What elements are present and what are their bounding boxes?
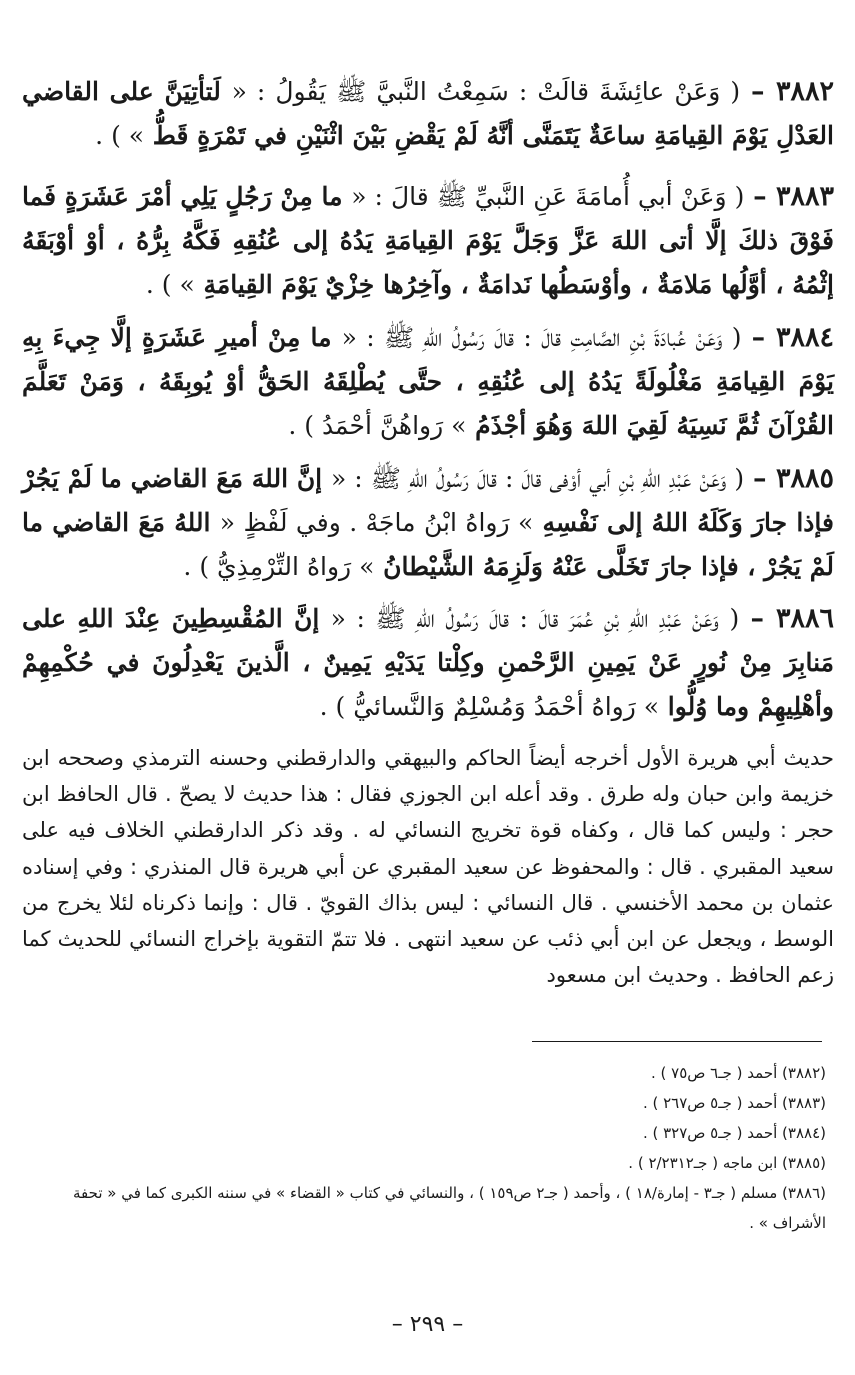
hadith-number: ٣٨٨٢ – — [750, 76, 834, 107]
footnote-3886: (٣٨٨٦) مسلم ( جـ٣ - إمارة/١٨ ) ، وأحمد ( جـ٢ ص١٥٩ ) ، والنسائي في كتاب « القضاء » في سننه الكبرى كما في « تحفة الأشراف » . — [73, 1184, 826, 1232]
hadith-text: إنَّ اللهَ مَعَ القاضي ما لَمْ يَجُرْ فإذا جارَ وَكَلَهُ اللهُ إلى نَفْسِهِ — [22, 464, 834, 537]
hadith-narration: ( وَعَنْ عائِشَةَ قالَتْ : سَمِعْتُ النَّبيَّ ﷺ يَقُولُ : « — [231, 77, 741, 106]
footnote-divider — [532, 1041, 822, 1042]
footnote-3883: (٣٨٨٣) أحمد ( جـ٥ ص٢٦٧ ) . — [642, 1094, 826, 1112]
hadith-text-alt: اللهُ مَعَ القاضي ما لَمْ يَجُرْ ، فإذا جارَ تَخَلَّى عَنْهُ وَلَزِمَهُ الشَّيْطانُ — [22, 508, 834, 581]
hadith-ending: » رَواهُ ابْنُ ماجَهْ . وفي لَفْظٍ « — [219, 508, 534, 537]
footnote-3884: (٣٨٨٤) أحمد ( جـ٥ ص٣٢٧ ) . — [642, 1124, 826, 1142]
hadith-3886 — [22, 597, 834, 729]
hadith-ending: » رَواهُنَّ أحْمَدُ ) . — [288, 411, 467, 440]
hadith-ending-alt: » رَواهُ التِّرْمِذِيُّ ) . — [183, 552, 375, 581]
hadith-number: ٣٨٨٦ – — [750, 603, 834, 634]
footnote-3885: (٣٨٨٥) ابن ماجه ( جـ٢/٢٣١٢ ) . — [628, 1154, 826, 1172]
commentary-paragraph: حديث أبي هريرة الأول أخرجه أيضاً الحاكم والبيهقي والدارقطني وحسنه الترمذي وصححه ابن خزيمة وابن حبان وله طرق . وقد أعله ابن الجوزي فقال : هذا حديث لا يصحّ . قال الحافظ ابن حجر : وليس كما قال ، وكفاه قوة تخريج النسائي له . وقد ذكر الدارقطني الخلاف فيه على سعيد المقبري . قال : والمحفوظ عن سعيد المقبري عن أبي هريرة قال المنذري : وفي إسناده عثمان بن محمد الأخنسي . قال النسائي : ليس بذاك القويّ . قال : وإنما ذكرناه لئلا يخرج من الوسط ، ويجعل عن ابن أبي ذئب عن سعيد انتهى . فلا تتمّ التقوية بإخراج النسائي للحديث كما زعم الحافظ . وحديث ابن مسعود — [22, 746, 834, 988]
hadith-text: لَتأتِيَنَّ على القاضي العَدْلِ يَوْمَ القِيامَةِ ساعَةٌ يَتَمَنَّى أنَّهُ لَمْ يَقْضِ بَيْنَ اثْنَيْنِ في تَمْرَةٍ قَطُّ — [22, 77, 834, 150]
hadith-3882 — [22, 70, 834, 158]
page-number: – ٢٩٩ – — [391, 1312, 464, 1337]
hadith-narration: ( وَعَنْ أبي أُمامَةَ عَنِ النَّبيِّ ﷺ قالَ : « — [351, 182, 745, 211]
hadith-3885 — [22, 457, 834, 589]
hadith-3883 — [22, 175, 834, 307]
hadith-narration: ( وَعَنْ عَبْدِ اللهِ بْنِ عُمَرَ قالَ : قالَ رَسُولُ اللهِ ﷺ : « — [330, 604, 740, 633]
hadith-number: ٣٨٨٥ – — [752, 463, 834, 494]
hadith-3884 — [22, 316, 834, 448]
hadith-ending: » ) . — [145, 270, 195, 299]
hadith-text: ما مِنْ رَجُلٍ يَلِي أمْرَ عَشَرَةٍ فَما فَوْقَ ذلكَ إلَّا أتى اللهَ عَزَّ وَجَلَّ يَوْمَ القِيامَةِ يَدُهُ إلى عُنُقِهِ فَكَّهُ بِرُّهُ ، أوْ أوْبَقَهُ إثْمُهُ ، أوَّلُها مَلامَةٌ ، وأوْسَطُها نَدامَةٌ ، وآخِرُها خِزْيٌ يَوْمَ القِيامَةِ — [22, 182, 834, 299]
hadith-narration: ( وَعَنْ عَبْدِ اللهِ بْنِ أبي أوْفى قالَ : قالَ رَسُولُ اللهِ ﷺ : « — [330, 464, 745, 493]
hadith-number: ٣٨٨٣ – — [753, 181, 834, 212]
hadith-ending: » ) . — [95, 121, 145, 150]
footnote-3882: (٣٨٨٢) أحمد ( جـ٦ ص٧٥ ) . — [650, 1064, 826, 1082]
hadith-text: ما مِنْ أميرِ عَشَرَةٍ إلَّا جِيءَ بِهِ يَوْمَ القِيامَةِ مَغْلُولَةً يَدُهُ إلى عُنُقِهِ ، حتَّى يُطْلِقَهُ الحَقُّ أوْ يُوبِقَهُ ، وَمَنْ تَعَلَّمَ القُرْآنَ ثُمَّ نَسِيَهُ لَقِيَ اللهَ وَهُوَ أجْذَمُ — [22, 323, 834, 440]
hadith-ending: » رَواهُ أحْمَدُ وَمُسْلِمٌ وَالنَّسائيُّ ) . — [319, 692, 660, 721]
hadith-text: إنَّ المُقْسِطِينَ عِنْدَ اللهِ على مَنابِرَ مِنْ نُورٍ عَنْ يَمِينِ الرَّحْمنِ وكِلْتا يَدَيْهِ يَمِينٌ ، الَّذينَ يَعْدِلُونَ في حُكْمِهِمْ وأهْلِيهِمْ وما وُلُّوا — [22, 604, 834, 721]
footnotes — [30, 1058, 826, 1238]
hadith-narration: ( وَعَنْ عُبادَةَ بْنِ الصَّامِتِ قالَ : قالَ رَسُولُ اللهِ ﷺ : « — [341, 323, 742, 352]
hadith-number: ٣٨٨٤ – — [751, 322, 834, 353]
